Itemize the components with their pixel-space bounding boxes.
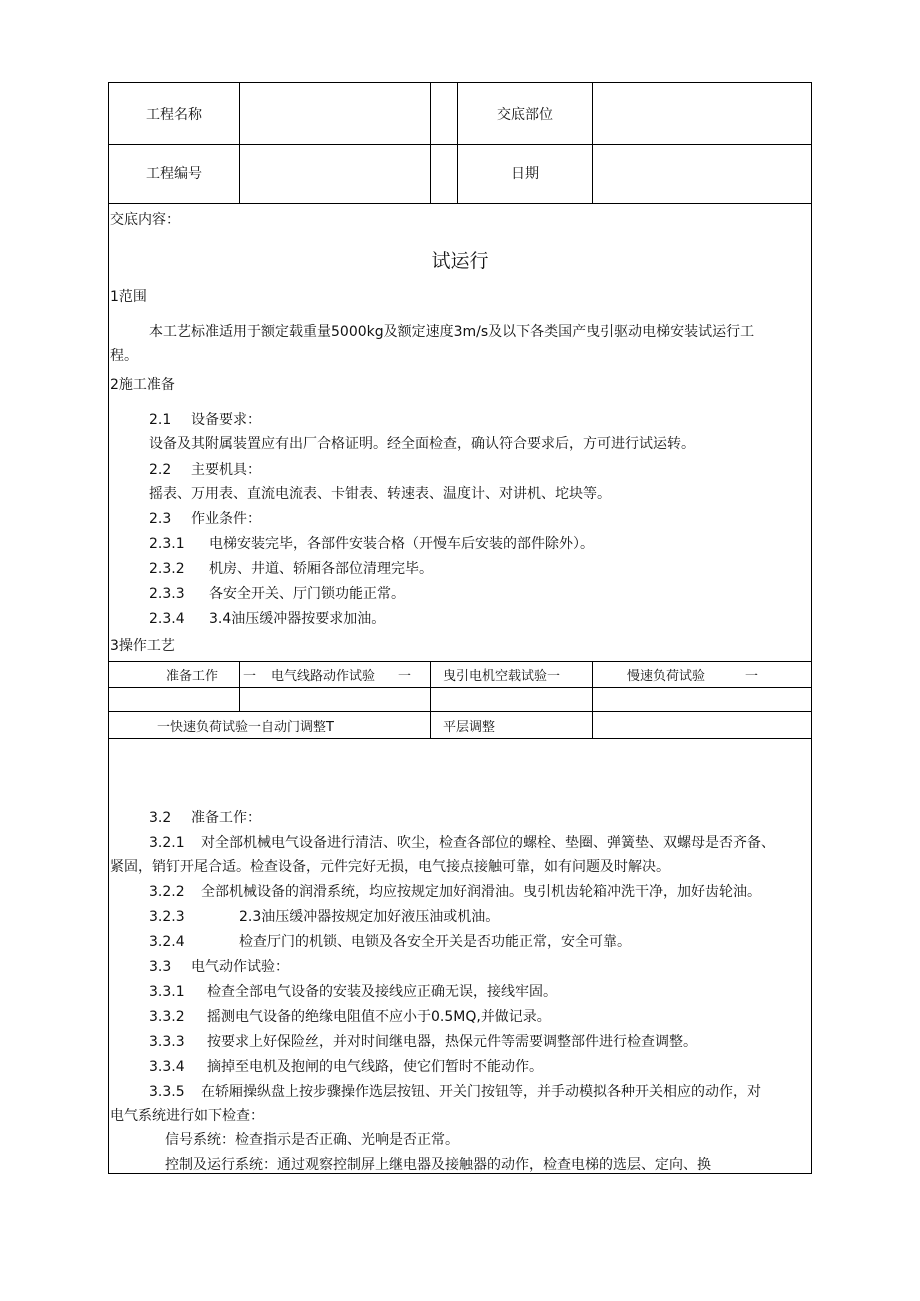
section-heading: 2施工准备 [110, 377, 175, 393]
control-system-line: 控制及运行系统：通过观察控制屏上继电器及接触器的动作，检查电梯的选层、定向、换 [165, 1157, 711, 1173]
item-number: 3.2.4 [149, 934, 185, 950]
flow-step-leveling: 平层调整 [443, 720, 496, 735]
item-title: 电气动作试验： [191, 959, 289, 975]
item-text: 在轿厢操纵盘上按步骤操作选层按钮、开关门按钮等，并手动模拟各种开关相应的动作，对 [201, 1084, 761, 1100]
item-title: 主要机具： [191, 462, 261, 478]
item-text: 对全部机械电气设备进行清洁、吹尘，检查各部位的螺栓、垫圈、弹簧垫、双螺母是否齐备、 [201, 835, 775, 851]
signal-system-line: 信号系统：检查指示是否正确、光响是否正常。 [165, 1132, 459, 1148]
grid-line [109, 711, 811, 712]
item-number: 3.3.1 [149, 984, 185, 1000]
item-text: 机房、井道、轿厢各部位清理完毕。 [209, 561, 433, 577]
doc-title: 试运行 [431, 250, 489, 272]
item-number: 3.2.1 [149, 835, 185, 851]
item-number: 3.3 [149, 959, 172, 975]
handover-part-label: 交底部位 [497, 107, 553, 123]
item-title: 作业条件： [191, 511, 261, 527]
handover-part-field[interactable] [593, 83, 811, 144]
flow-step-fast-load: 一快速负荷试验一自动门调整T [157, 720, 334, 735]
item-number: 2.3 [149, 511, 172, 527]
grid-line [457, 83, 458, 203]
item-text: 电气系统进行如下检查： [110, 1108, 264, 1124]
item-text: 设备及其附属装置应有出厂合格证明。经全面检查，确认符合要求后，方可进行试运转。 [149, 436, 695, 452]
item-number: 2.1 [149, 412, 172, 428]
grid-line [109, 661, 811, 662]
paragraph-line: 程。 [110, 348, 138, 364]
flow-step-electrical: 电气线路动作试验 [271, 669, 376, 684]
item-number: 2.2 [149, 462, 172, 478]
item-text: 3.4油压缓冲器按要求加油。 [209, 611, 386, 627]
flow-connector: 一 [398, 669, 412, 684]
grid-line [109, 687, 811, 688]
item-number: 3.3.5 [149, 1084, 185, 1100]
item-text: 紧固，销钉开尾合适。检查设备，元件完好无损，电气接点接触可靠，如有问题及时解决。 [110, 859, 670, 875]
grid-line [109, 738, 811, 739]
item-title: 设备要求： [191, 412, 261, 428]
item-text: 摇测电气设备的绝缘电阻值不应小于0.5MQ,并做记录。 [207, 1009, 551, 1025]
date-label: 日期 [511, 166, 539, 182]
date-field[interactable] [593, 145, 811, 203]
item-text: 各安全开关、厅门锁功能正常。 [209, 586, 405, 602]
section-heading: 3操作工艺 [110, 638, 175, 654]
grid-line [430, 661, 431, 738]
project-name-label: 工程名称 [146, 107, 202, 123]
item-text: 摇表、万用表、直流电流表、卡钳表、转速表、温度计、对讲机、坨块等。 [149, 486, 611, 502]
flow-connector: 一 [243, 669, 257, 684]
item-number: 3.3.2 [149, 1009, 185, 1025]
item-title: 准备工作： [191, 810, 261, 826]
item-number: 3.2 [149, 810, 172, 826]
item-text: 检查厅门的机锁、电锁及各安全开关是否功能正常，安全可靠。 [239, 934, 631, 950]
item-text: 电梯安装完毕，各部件安装合格（开慢车后安装的部件除外）。 [209, 536, 594, 552]
grid-line [109, 203, 811, 204]
flow-step-prepare: 准备工作 [166, 669, 219, 684]
paragraph-line: 本工艺标准适用于额定载重量5000kg及额定速度3m/s及以下各类国产曳引驱动电梯安装试运行工 [149, 324, 755, 340]
item-number: 3.2.3 [149, 909, 185, 925]
item-number: 2.3.1 [149, 536, 185, 552]
item-text: 按要求上好保险丝，并对时间继电器，热保元件等需要调整部件进行检查调整。 [207, 1034, 697, 1050]
content-label: 交底内容： [110, 212, 180, 228]
flow-step-motor: 曳引电机空载试验一 [443, 669, 561, 684]
item-number: 2.3.3 [149, 586, 185, 602]
project-name-field[interactable] [240, 83, 430, 144]
item-number: 3.3.3 [149, 1034, 185, 1050]
project-no-label: 工程编号 [146, 166, 202, 182]
item-number: 3.3.4 [149, 1059, 185, 1075]
grid-line [239, 661, 240, 711]
flow-step-slow-load: 慢速负荷试验 [627, 669, 706, 684]
grid-line [430, 83, 431, 203]
section-heading: 1范围 [110, 289, 147, 305]
grid-line [592, 661, 593, 738]
project-no-field[interactable] [240, 145, 430, 203]
item-number: 2.3.2 [149, 561, 185, 577]
item-text: 2.3油压缓冲器按规定加好液压油或机油。 [239, 909, 500, 925]
item-text: 摘掉至电机及抱闸的电气线路，使它们暂时不能动作。 [207, 1059, 543, 1075]
item-number: 2.3.4 [149, 611, 185, 627]
item-number: 3.2.2 [149, 884, 185, 900]
item-text: 全部机械设备的润滑系统，均应按规定加好润滑油。曳引机齿轮箱冲洗干净，加好齿轮油。 [201, 884, 761, 900]
flow-connector: 一 [745, 669, 759, 684]
item-text: 检查全部电气设备的安装及接线应正确无误，接线牢固。 [207, 984, 557, 1000]
handover-sheet [108, 82, 812, 1174]
